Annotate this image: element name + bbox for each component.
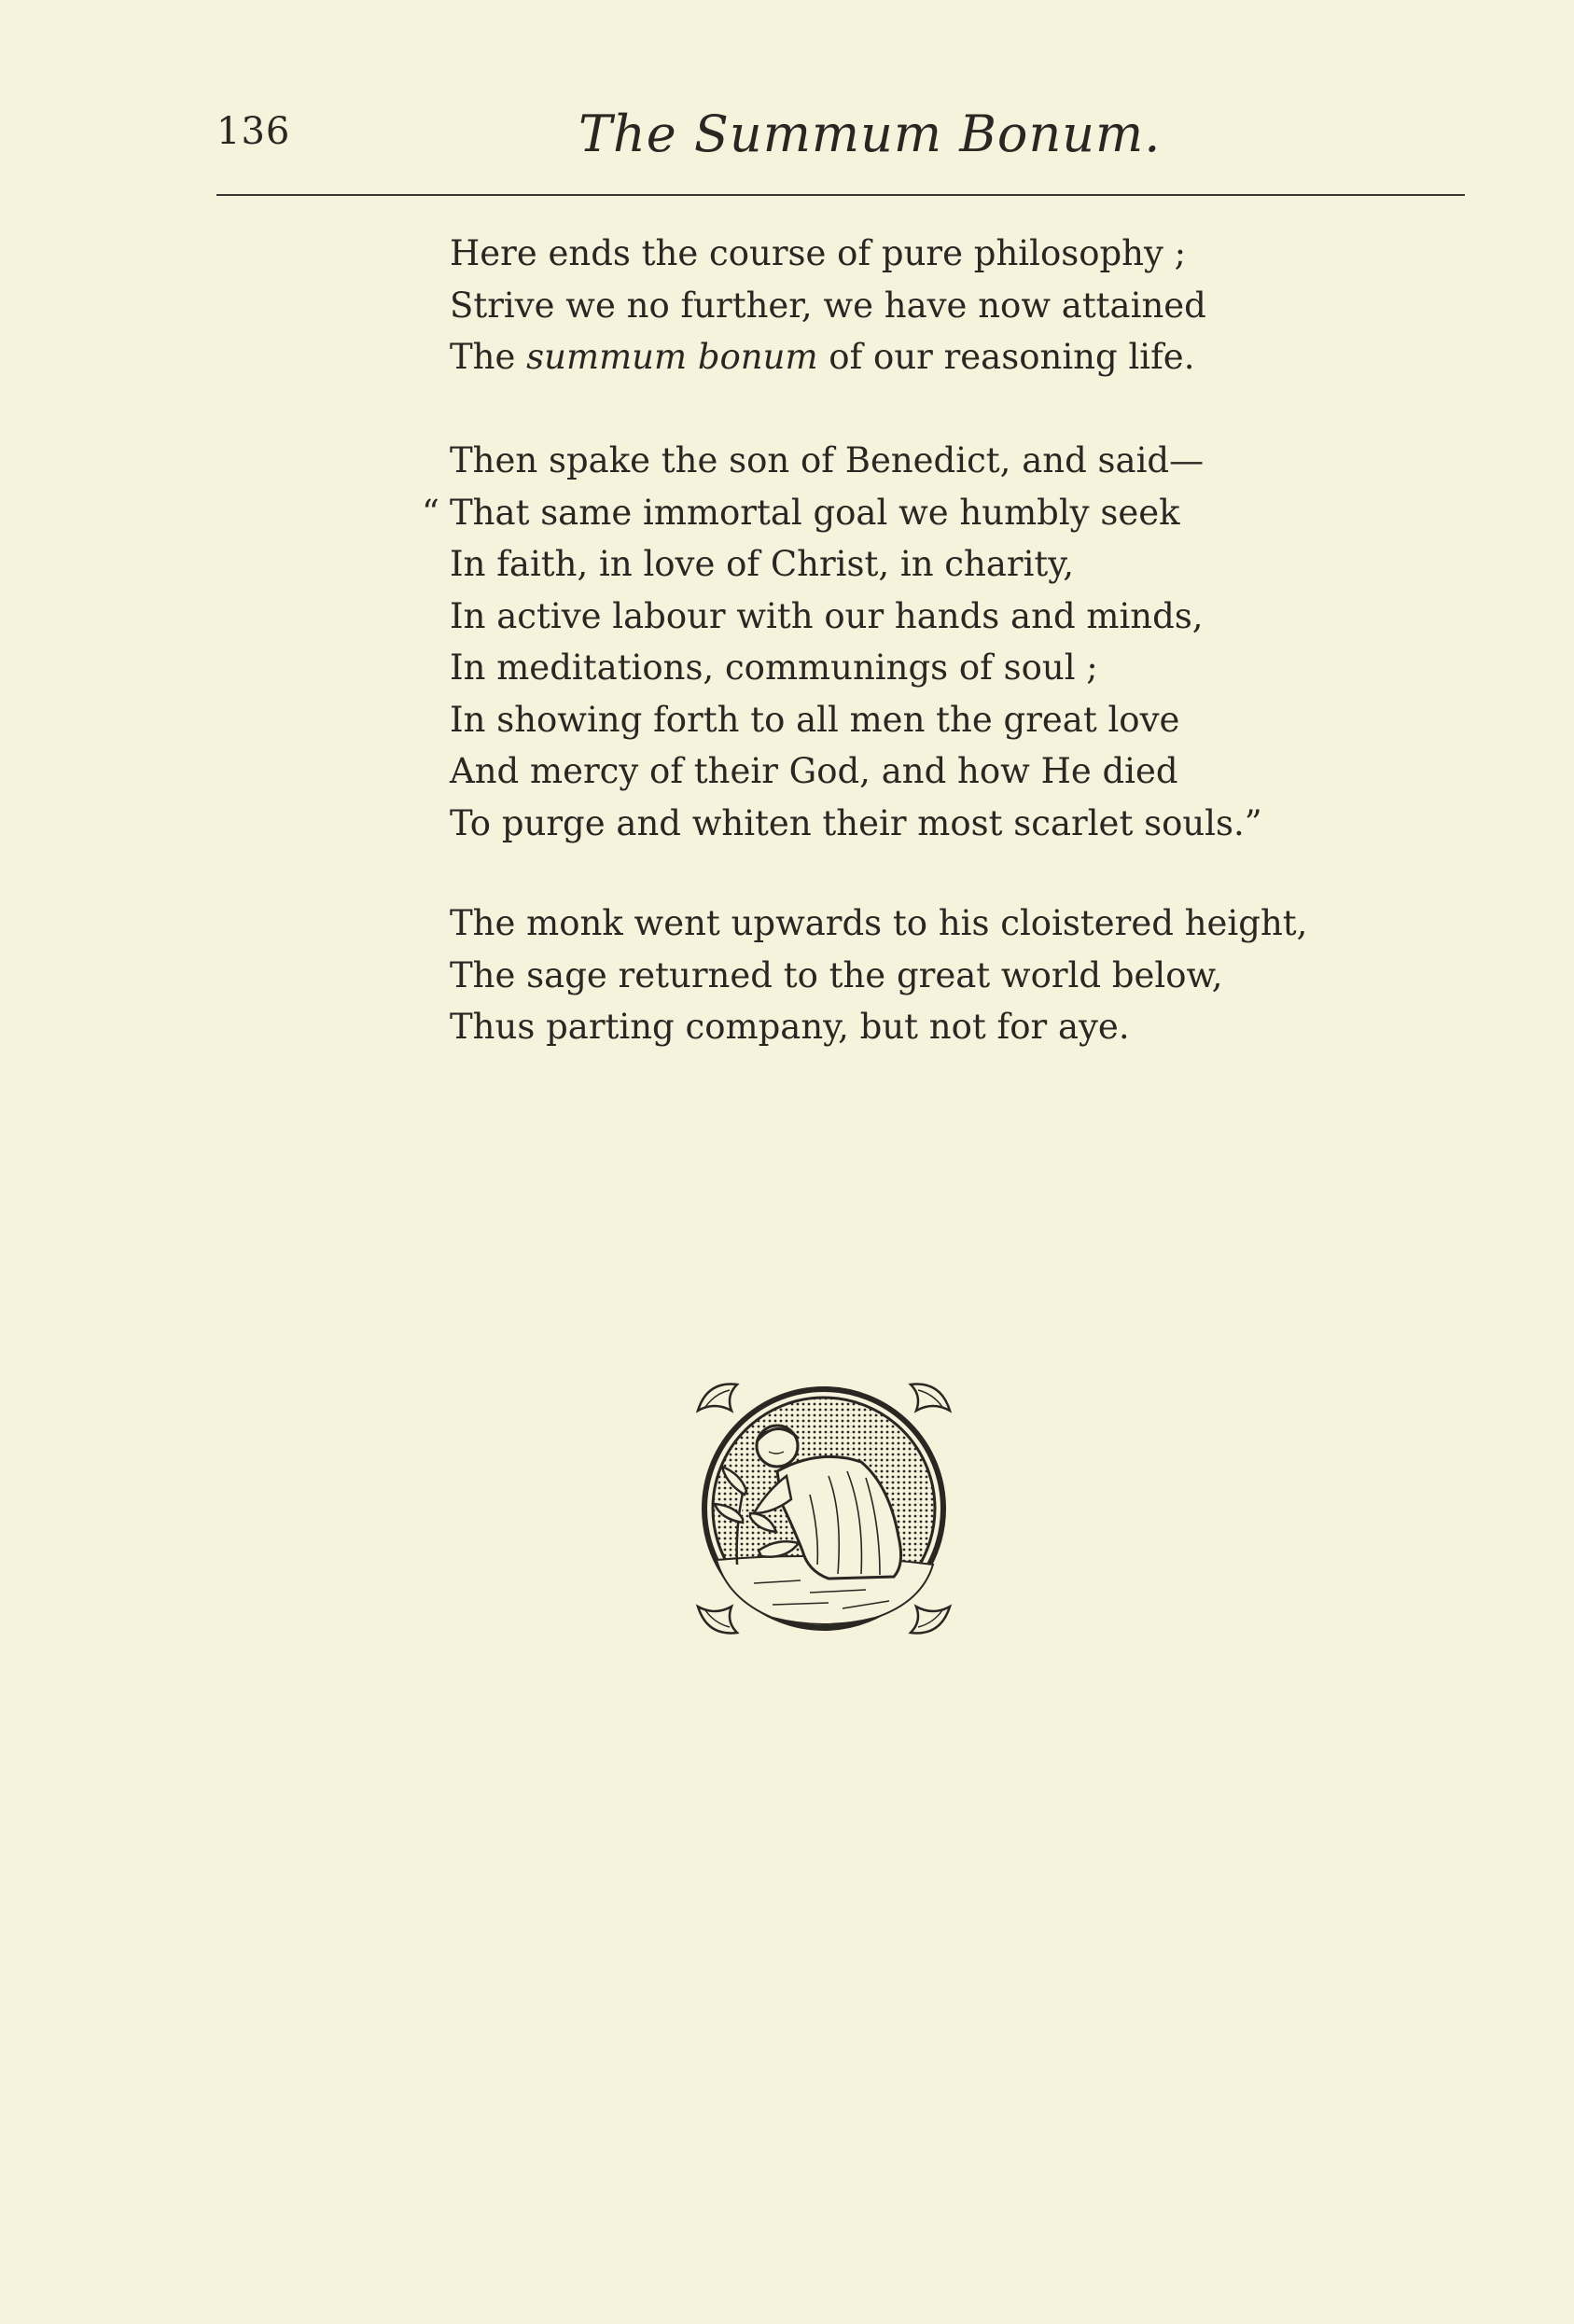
verse-line: In active labour with our hands and minds, — [450, 595, 1204, 636]
verse-text: of our reasoning life. — [817, 337, 1195, 377]
verse-line: Then spake the son of Benedict, and said— — [450, 440, 1205, 480]
kneeling-figure-roundel-icon — [689, 1373, 959, 1644]
stanza-1 — [450, 228, 1206, 383]
open-quote-mark: “ — [422, 492, 439, 533]
verse-line: The sage returned to the great world below, — [450, 954, 1223, 995]
verse-line: In faith, in love of Christ, in charity, — [450, 544, 1075, 584]
page-number: 136 — [216, 110, 291, 153]
verse-line: Here ends the course of pure philosophy ; — [450, 233, 1187, 273]
stanza-2 — [422, 435, 1262, 849]
verse-line: The monk went upwards to his cloistered height, — [450, 903, 1308, 943]
running-title: The Summum Bonum. — [578, 104, 1162, 163]
verse-line: In showing forth to all men the great love — [450, 699, 1180, 740]
verse-text: The — [450, 337, 527, 377]
verse-text: That same immortal goal we humbly seek — [450, 492, 1180, 533]
header-rule — [216, 194, 1465, 196]
verse-line: Strive we no further, we have now attained — [450, 285, 1206, 326]
verse-line — [450, 331, 1206, 383]
stanza-3 — [450, 898, 1307, 1053]
verse-line — [422, 487, 1262, 539]
verse-line: In meditations, communings of soul ; — [450, 647, 1098, 688]
verse-line: To purge and whiten their most scarlet souls.” — [450, 802, 1262, 843]
verse-line: And mercy of their God, and how He died — [450, 751, 1178, 791]
verse-line: Thus parting company, but not for aye. — [450, 1007, 1130, 1047]
italic-phrase: summum bonum — [526, 337, 818, 377]
